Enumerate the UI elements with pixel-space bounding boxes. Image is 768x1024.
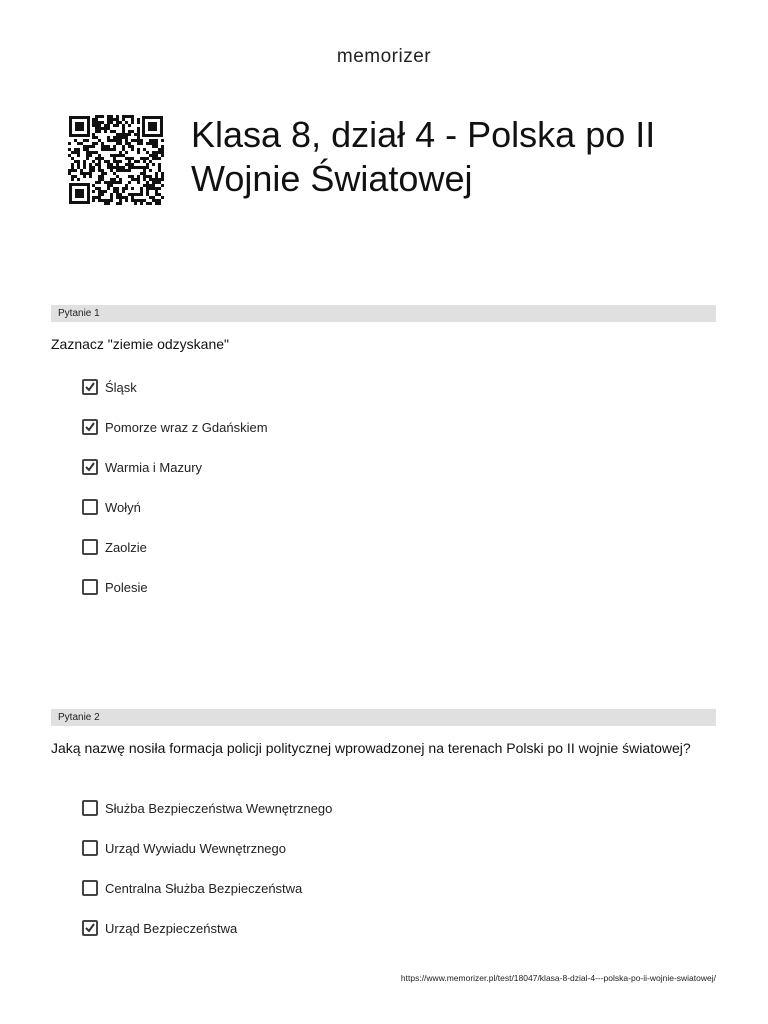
checkbox[interactable] <box>82 880 98 896</box>
option-label: Warmia i Mazury <box>105 459 203 475</box>
checkbox[interactable] <box>82 579 98 595</box>
checkbox[interactable] <box>82 840 98 856</box>
checkbox[interactable] <box>82 459 98 475</box>
option-label: Wołyń <box>105 499 141 515</box>
checkmark-icon <box>85 923 95 933</box>
checkbox[interactable] <box>82 800 98 816</box>
checkmark-icon <box>85 382 95 392</box>
question-2-text: Jaką nazwę nosiła formacja policji politycznej wprowadzonej na terenach Polski po II wojnie światowej? <box>51 740 691 756</box>
question-1-option-5[interactable] <box>82 537 147 557</box>
question-2-option-3[interactable] <box>82 878 302 898</box>
question-1-header: Pytanie 1 <box>51 305 716 322</box>
option-label: Polesie <box>105 579 148 595</box>
checkmark-icon <box>85 422 95 432</box>
memorizer-logo: memorizer <box>336 46 432 67</box>
checkbox[interactable] <box>82 920 98 936</box>
question-2-header: Pytanie 2 <box>51 709 716 726</box>
option-label: Urząd Bezpieczeństwa <box>105 920 238 936</box>
question-2-option-4[interactable] <box>82 918 237 938</box>
question-1-option-1[interactable] <box>82 377 137 397</box>
question-2-option-1[interactable] <box>82 798 332 818</box>
option-label: Centralna Służba Bezpieczeństwa <box>105 880 303 896</box>
question-1-option-3[interactable] <box>82 457 202 477</box>
option-label: Śląsk <box>105 379 137 395</box>
checkbox[interactable] <box>82 499 98 515</box>
page-title: Klasa 8, dział 4 - Polska po II Wojnie Światowej <box>191 114 656 199</box>
option-label: Służba Bezpieczeństwa Wewnętrznego <box>105 800 333 816</box>
checkbox[interactable] <box>82 379 98 395</box>
question-1-option-6[interactable] <box>82 577 148 597</box>
question-1-option-2[interactable] <box>82 417 268 437</box>
checkbox[interactable] <box>82 419 98 435</box>
option-label: Zaolzie <box>105 539 147 555</box>
footer-url[interactable]: https://www.memorizer.pl/test/18047/klasa-8-dzial-4---polska-po-ii-wojnie-swiatowej/ <box>400 973 716 983</box>
checkbox[interactable] <box>82 539 98 555</box>
question-1-text: Zaznacz "ziemie odzyskane" <box>51 336 230 352</box>
question-1-option-4[interactable] <box>82 497 141 517</box>
question-2-option-2[interactable] <box>82 838 286 858</box>
option-label: Pomorze wraz z Gdańskiem <box>105 419 268 435</box>
checkmark-icon <box>85 462 95 472</box>
qr-code-icon <box>68 115 164 205</box>
option-label: Urząd Wywiadu Wewnętrznego <box>105 840 286 856</box>
